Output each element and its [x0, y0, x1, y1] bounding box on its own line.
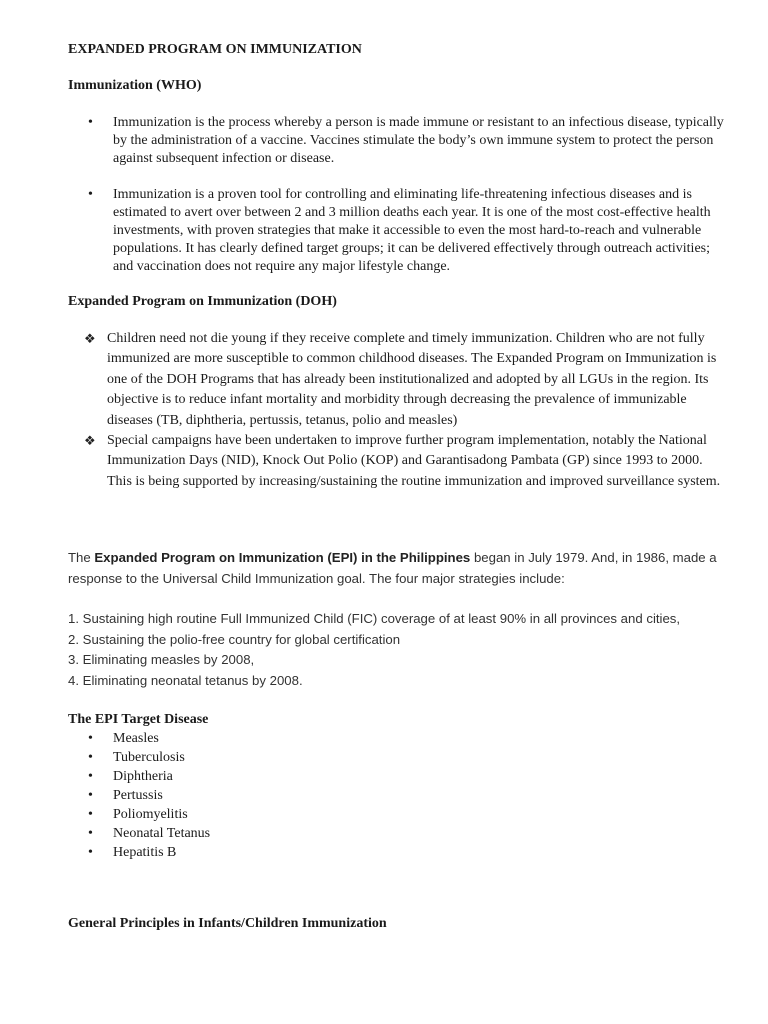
target-disease-heading: The EPI Target Disease: [68, 712, 209, 727]
epi-rest-text: began in July 1979. And, in 1986, made a response to the Universal Child Immunization goal. The four major strategies include:: [68, 550, 717, 586]
disease-item: • Pertussis: [68, 786, 728, 805]
disease-item: • Neonatal Tetanus: [68, 824, 728, 843]
who-bullet-1: • Immunization is the process whereby a person is made immune or resistant to an infectious disease, typically by the administration of a vaccine. Vaccines stimulate the body’s own immune system to protect the person against subsequent infection or disease.: [68, 114, 733, 168]
general-principles-heading: General Principles in Infants/Children Immunization: [68, 916, 387, 931]
diamond-bullet-icon: ❖: [84, 331, 96, 346]
doh-bullet-2-text: Special campaigns have been undertaken to improve further program implementation, notably the National Immunization Days (NID), Knock Out Polio (KOP) and Garantisadong Pambata (GP) since 1993 to 2000. This is being supported by increasing/sustaining the routine immunization and improved surveillance system.: [107, 433, 721, 489]
strategies-list: [68, 609, 738, 691]
doh-bullet-2: [68, 431, 728, 492]
strategy-item: 1. Sustaining high routine Full Immunized Child (FIC) coverage of at least 90% in all provinces and cities,: [68, 611, 681, 626]
document-title: EXPANDED PROGRAM ON IMMUNIZATION: [68, 42, 362, 57]
doh-bullet-1-text: Children need not die young if they receive complete and timely immunization. Children who are not fully immunized are more susceptible to common childhood diseases. The Expanded Program on Immunization is one of the DOH Programs that has already been institutionalized and adopted by all LGUs in the region. Its objective is to reduce infant mortality and morbidity through decreasing the prevalence of immunizable diseases (TB, diphtheria, pertussis, tetanus, polio and measles): [107, 331, 717, 428]
diamond-bullet-icon: ❖: [84, 433, 96, 449]
epi-paragraph: [68, 548, 718, 589]
disease-item: • Diphtheria: [68, 767, 728, 786]
disease-item: • Poliomyelitis: [68, 805, 728, 824]
disease-item: • Hepatitis B: [68, 843, 728, 862]
doh-heading: Expanded Program on Immunization (DOH): [68, 294, 337, 309]
target-disease-list: [68, 729, 728, 862]
doh-bullet-1: [68, 329, 728, 431]
strategy-item: 3. Eliminating measles by 2008,: [68, 652, 255, 667]
epi-prefix: The: [68, 550, 95, 565]
who-bullet-list: [68, 114, 733, 276]
disease-item: • Measles: [68, 729, 728, 748]
epi-bold-text: Expanded Program on Immunization (EPI) in the Philippines: [94, 550, 471, 565]
strategy-item: 2. Sustaining the polio-free country for global certification: [68, 631, 401, 647]
who-heading: Immunization (WHO): [68, 78, 202, 93]
disease-item: • Tuberculosis: [68, 748, 728, 767]
strategy-item: 4. Eliminating neonatal tetanus by 2008.: [68, 672, 303, 688]
who-bullet-2: • Immunization is a proven tool for controlling and eliminating life-threatening infectious diseases and is estimated to avert over between 2 and 3 million deaths each year. It is one of the most cost-effective health investments, with proven strategies that make it accessible to even the most hard-to-reach and vulnerable populations. It has clearly defined target groups; it can be delivered effectively through outreach activities; and vaccination does not require any major lifestyle change.: [68, 186, 733, 276]
doh-bullet-list: [68, 329, 728, 492]
